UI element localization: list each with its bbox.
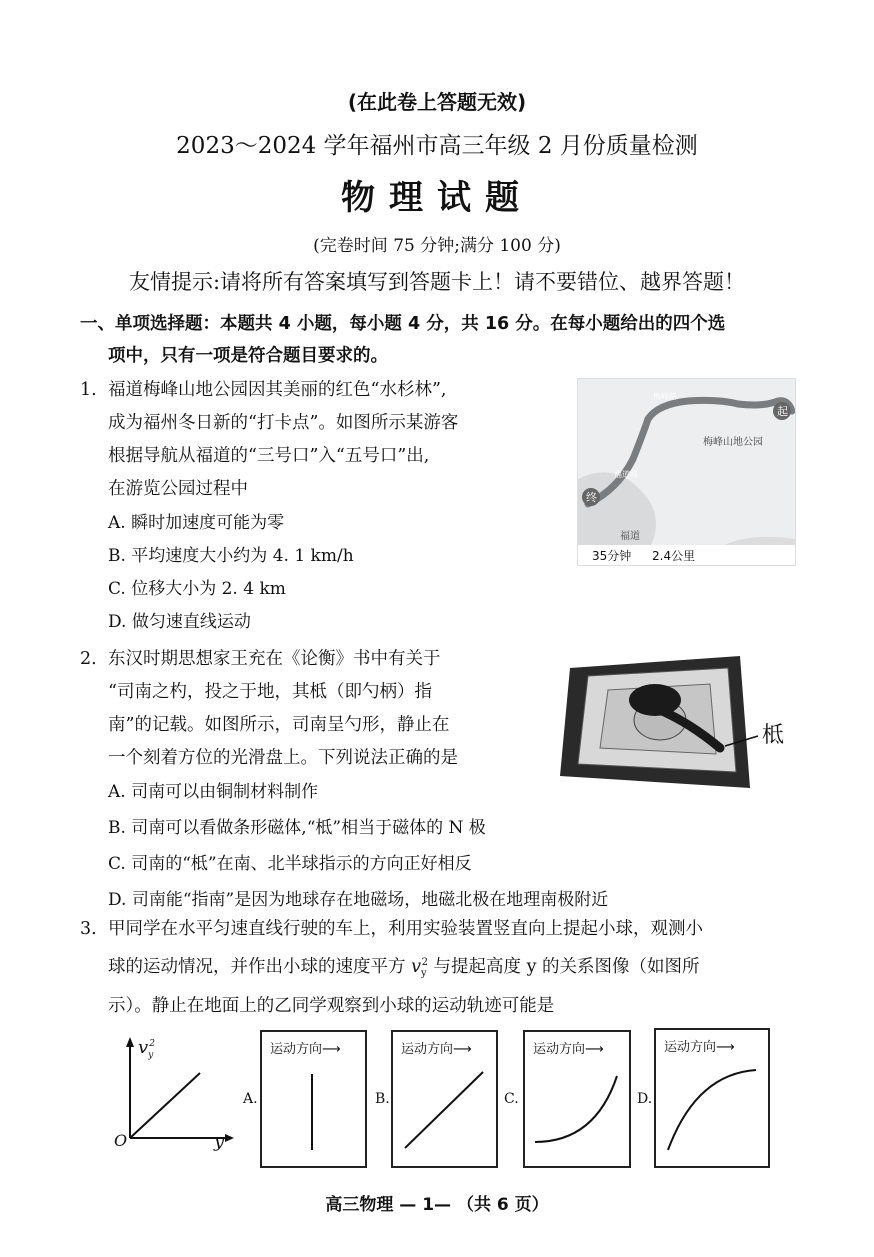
map-road-label: 福道路 [614,470,638,479]
q3-option-b-panel [391,1030,498,1168]
map-duration: 35分钟 [592,549,632,563]
map-start-marker: 起 [777,405,788,418]
time-info: (完卷时间 75 分钟;满分 100 分) [313,236,561,256]
question-3: 3. 甲同学在水平匀速直线行驶的车上，利用实验装置竖直向上提起小球，观测小 球的运动情况，并作出小球的速度平方 $v_y^2$ 与提起高度 y 的关系图像（如图所 示）。静止在地面上的乙同学观察到小球的运动轨迹可能是 [80,919,703,1016]
sinan-figure [560,648,796,798]
map-park-label: 梅峰山地公园 [703,437,763,448]
page-footer: 高三物理 — 1— （共 6 页） [325,1195,549,1215]
q1-option-a: A. 瞬时加速度可能为零 [108,513,285,533]
map-end-marker: 终 [586,491,597,504]
notice: (在此卷上答题无效) [347,90,527,114]
q1-options [108,507,548,639]
direction-label: 运动方向⟶ [664,1040,735,1055]
q1-option-b: B. 平均速度大小约为 4. 1 km/h [108,546,354,566]
direction-label: 运动方向⟶ [533,1042,604,1057]
q3-option-d-letter: D. [637,1091,653,1107]
q1-option-d: D. 做匀速直线运动 [108,612,251,632]
q2-option-c: C. 司南的“柢”在南、北半球指示的方向正好相反 [108,854,472,874]
q1-option-c: C. 位移大小为 2. 4 km [108,579,286,599]
exam-title: 2023～2024 学年福州市高三年级 2 月份质量检测 [176,133,698,159]
q3-option-b-letter: B. [375,1091,390,1107]
q2-option-d: D. 司南能“指南”是因为地球存在地磁场，地磁北极在地理南极附近 [108,890,609,910]
map-info-bar [578,545,795,565]
navigation-map [577,378,796,566]
map-road-label: 梅峰路 [653,392,677,401]
friendly-tip: 友情提示:请将所有答案填写到答题卡上！请不要错位、越界答题！ [128,270,746,294]
q3-option-c-panel [523,1030,631,1168]
graph-y-axis-label: $v_y^2$ [138,1037,155,1061]
graph-origin-label: O [114,1131,128,1150]
graph-x-axis-label: y [214,1131,225,1152]
question-2: 2. 东汉时期思想家王充在《论衡》书中有关于 “司南之杓，投之于地，其柢（即勺柄）指 南”的记载。如图所示，司南呈勺形，静止在 一个刻着方位的光滑盘上。下列说法正确的是 [80,649,458,768]
question-1: 1. 福道梅峰山地公园因其美丽的红色“水杉林”, 成为福州冬日新的“打卡点”。如图所示某游客 根据导航从福道的“三号口”入“五号口”出, 在游览公园过程中 [80,380,459,499]
q2-option-a: A. 司南可以由铜制材料制作 [108,782,319,802]
map-distance: 2.4公里 [652,549,696,563]
q3-option-a-letter: A. [243,1091,258,1107]
q3-option-d-panel [654,1028,770,1168]
q3-option-c-letter: C. [504,1091,519,1107]
sinan-handle-label: 柢 [762,723,785,748]
map-place-label: 福道 [620,531,640,542]
direction-label: 运动方向⟶ [270,1042,341,1057]
velocity-height-graph [110,1033,235,1155]
subject-title: 物理试题 [341,178,533,218]
q3-option-a-panel [260,1030,367,1168]
section-heading: 一、单项选择题：本题共 4 小题，每小题 4 分，共 16 分。在每小题给出的四个选 项中，只有一项是符合题目要求的。 [80,314,726,366]
q2-option-b: B. 司南可以看做条形磁体,“柢”相当于磁体的 N 极 [108,818,486,838]
direction-label: 运动方向⟶ [401,1042,472,1057]
